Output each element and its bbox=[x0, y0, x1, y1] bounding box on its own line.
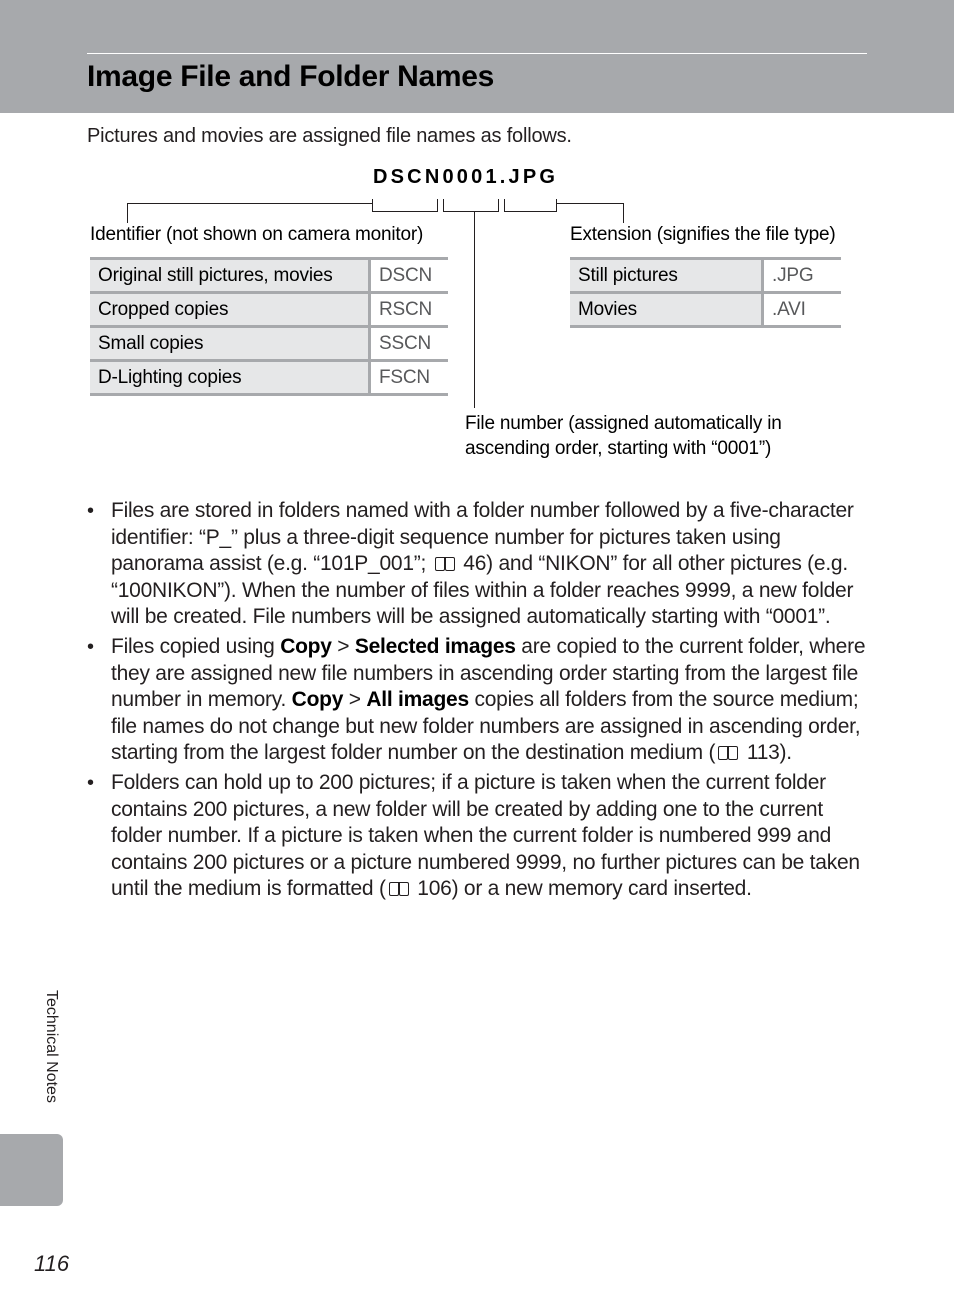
identifier-type: Small copies bbox=[90, 327, 370, 361]
section-side-label: Technical Notes bbox=[43, 990, 60, 1103]
table-row bbox=[570, 293, 841, 327]
book-icon bbox=[389, 882, 409, 896]
notes-list bbox=[87, 498, 877, 906]
identifier-code: RSCN bbox=[370, 293, 449, 327]
identifier-bracket bbox=[372, 211, 438, 212]
identifier-table bbox=[90, 257, 448, 396]
table-row bbox=[90, 361, 448, 395]
identifier-code: FSCN bbox=[370, 361, 449, 395]
section-tab bbox=[0, 1134, 63, 1206]
book-icon bbox=[435, 557, 455, 571]
file-number-bracket bbox=[443, 211, 499, 212]
extension-code: .AVI bbox=[763, 293, 842, 327]
identifier-code: DSCN bbox=[370, 259, 449, 293]
menu-copy: Copy bbox=[280, 634, 332, 658]
menu-copy: Copy bbox=[291, 688, 344, 712]
identifier-code: SSCN bbox=[370, 327, 449, 361]
extension-leader bbox=[556, 203, 624, 204]
identifier-type: Cropped copies bbox=[90, 293, 370, 327]
identifier-type: D-Lighting copies bbox=[90, 361, 370, 395]
menu-selected-images: Selected images bbox=[354, 634, 516, 658]
file-number-leader bbox=[474, 212, 475, 408]
table-row bbox=[90, 259, 448, 293]
table-row bbox=[90, 293, 448, 327]
table-row bbox=[90, 327, 448, 361]
identifier-type: Original still pictures, movies bbox=[90, 259, 370, 293]
extension-table bbox=[570, 257, 841, 328]
table-row bbox=[570, 259, 841, 293]
book-icon bbox=[718, 746, 738, 760]
list-item: • Files copied using Copy > Selected images are copied to the current folder, where they are assigned new file numbers in ascending order starting from the largest file number in memory. Copy > All images copies all folders from the source medium; file names do not change but new folder numbers are assigned in ascending order, starting from the largest folder number on the destination medium ( 113). bbox=[87, 634, 877, 767]
extension-label: Extension (signifies the file type) bbox=[570, 224, 836, 245]
identifier-leader bbox=[127, 203, 373, 204]
menu-all-images: All images bbox=[366, 688, 469, 712]
identifier-label: Identifier (not shown on camera monitor) bbox=[90, 224, 424, 245]
file-number-label: File number (assigned automatically in ascending order, starting with “0001”) bbox=[465, 413, 782, 459]
page-title: Image File and Folder Names bbox=[87, 60, 495, 93]
extension-code: .JPG bbox=[763, 259, 842, 293]
list-item: • Folders can hold up to 200 pictures; if a picture is taken when the current folder contains 200 pictures, a new folder will be created by adding one to the current folder number. If a picture is taken when the current folder is numbered 999 and contains 200 pictures or a picture numbered 9999, no further pictures can be taken until the medium is formatted ( 106) or a new memory card inserted. bbox=[87, 770, 877, 903]
file-type: Still pictures bbox=[570, 259, 763, 293]
example-filename: DSCN0001.JPG bbox=[373, 166, 559, 188]
page-number: 116 bbox=[34, 1251, 70, 1276]
header-band bbox=[0, 0, 954, 113]
header-rule bbox=[87, 53, 867, 54]
file-type: Movies bbox=[570, 293, 763, 327]
extension-bracket bbox=[504, 211, 557, 212]
list-item: • Files are stored in folders named with a folder number followed by a five-character identifier: “P_” plus a three-digit sequence number for pictures taken using panorama assist (e.g. “101P_001”; 46) and “NIKON” for all other pictures (e.g. “100NIKON”). When the number of files within a folder reaches 9999, a new folder will be created. File numbers will be assigned automatically starting with “0001”. bbox=[87, 498, 877, 631]
intro-text: Pictures and movies are assigned file names as follows. bbox=[87, 125, 572, 147]
